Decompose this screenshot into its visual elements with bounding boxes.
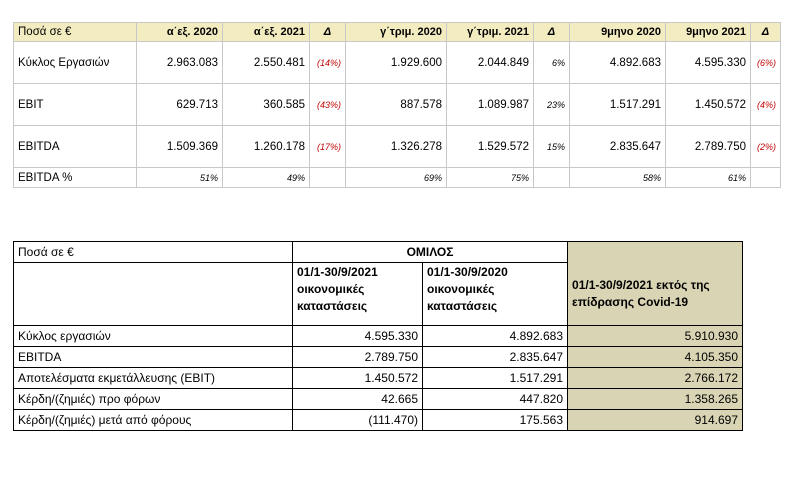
cell-value: 447.820 xyxy=(423,389,568,410)
cell-delta: 23% xyxy=(534,84,570,126)
cell-delta: (2%) xyxy=(751,126,781,168)
cell-value: 4.892.683 xyxy=(570,42,666,84)
table2-header-blank xyxy=(568,242,743,263)
cell-delta: 6% xyxy=(534,42,570,84)
row-label: Κέρδη/(ζημιές) προ φόρων xyxy=(14,389,293,410)
cell-value: 887.578 xyxy=(346,84,447,126)
table-row xyxy=(14,368,743,389)
cell-delta: (17%) xyxy=(310,126,346,168)
table-row xyxy=(14,347,743,368)
cell-value: 2.766.172 xyxy=(568,368,743,389)
cell-delta: (6%) xyxy=(751,42,781,84)
cell-value: 175.563 xyxy=(423,410,568,431)
table-row xyxy=(14,126,781,168)
cell-delta: (14%) xyxy=(310,42,346,84)
row-label: EBIT xyxy=(14,84,137,126)
cell-delta xyxy=(751,168,781,188)
table-row xyxy=(14,326,743,347)
row-label: Κύκλος Εργασιών xyxy=(14,42,137,84)
cell-value: (111.470) xyxy=(293,410,423,431)
table-row xyxy=(14,84,781,126)
cell-delta xyxy=(534,168,570,188)
table2-header-row-1 xyxy=(14,242,743,263)
table1-header-row xyxy=(14,23,781,42)
cell-value: 1.517.291 xyxy=(570,84,666,126)
table1-header-h1-2020: α΄εξ. 2020 xyxy=(137,23,223,42)
table1-header-label: Ποσά σε € xyxy=(14,23,137,42)
cell-value: 2.963.083 xyxy=(137,42,223,84)
cell-value: 69% xyxy=(346,168,447,188)
cell-value: 1.089.987 xyxy=(447,84,534,126)
table1-header-9m-2020: 9μηνο 2020 xyxy=(570,23,666,42)
cell-value: 2.835.647 xyxy=(570,126,666,168)
cell-delta xyxy=(310,168,346,188)
table1-header-delta-2: Δ xyxy=(534,23,570,42)
cell-value: 1.529.572 xyxy=(447,126,534,168)
cell-value: 61% xyxy=(666,168,751,188)
cell-value: 1.450.572 xyxy=(666,84,751,126)
cell-value: 1.517.291 xyxy=(423,368,568,389)
cell-value: 2.044.849 xyxy=(447,42,534,84)
row-label: Κύκλος εργασιών xyxy=(14,326,293,347)
cell-value: 51% xyxy=(137,168,223,188)
table2-group-header: ΟΜΙΛΟΣ xyxy=(293,242,568,263)
cell-value: 1.260.178 xyxy=(223,126,310,168)
cell-value: 1.450.572 xyxy=(293,368,423,389)
cell-value: 4.892.683 xyxy=(423,326,568,347)
row-label: Κέρδη/(ζημιές) μετά από φόρους xyxy=(14,410,293,431)
table2-col2-header: 01/1-30/9/2020 οικονομικές καταστάσεις xyxy=(423,263,568,326)
table1-header-delta-1: Δ xyxy=(310,23,346,42)
table-row xyxy=(14,410,743,431)
row-label: EBITDA xyxy=(14,347,293,368)
row-label: EBITDA % xyxy=(14,168,137,188)
table-row xyxy=(14,42,781,84)
cell-value: 49% xyxy=(223,168,310,188)
cell-value: 1.929.600 xyxy=(346,42,447,84)
table1-header-h1-2021: α΄εξ. 2021 xyxy=(223,23,310,42)
group-results-table xyxy=(13,241,743,431)
table1-header-q3-2020: γ΄τριμ. 2020 xyxy=(346,23,447,42)
cell-value: 1.326.278 xyxy=(346,126,447,168)
cell-value: 2.789.750 xyxy=(666,126,751,168)
cell-delta: (43%) xyxy=(310,84,346,126)
table2-header-empty xyxy=(14,263,293,326)
cell-value: 4.595.330 xyxy=(666,42,751,84)
cell-value: 1.509.369 xyxy=(137,126,223,168)
cell-value: 629.713 xyxy=(137,84,223,126)
cell-delta: (4%) xyxy=(751,84,781,126)
cell-value: 5.910.930 xyxy=(568,326,743,347)
cell-value: 4.595.330 xyxy=(293,326,423,347)
cell-value: 2.789.750 xyxy=(293,347,423,368)
row-label: EBITDA xyxy=(14,126,137,168)
cell-value: 914.697 xyxy=(568,410,743,431)
table1-header-9m-2021: 9μηνο 2021 xyxy=(666,23,751,42)
cell-value: 4.105.350 xyxy=(568,347,743,368)
quarterly-results-table xyxy=(13,22,781,188)
table2-col1-header: 01/1-30/9/2021 οικονομικές καταστάσεις xyxy=(293,263,423,326)
table1-header-q3-2021: γ΄τριμ. 2021 xyxy=(447,23,534,42)
table-row xyxy=(14,389,743,410)
table1-header-delta-3: Δ xyxy=(751,23,781,42)
table-row xyxy=(14,168,781,188)
row-label: Αποτελέσματα εκμετάλλευσης (EBIT) xyxy=(14,368,293,389)
cell-value: 2.835.647 xyxy=(423,347,568,368)
table2-header-label: Ποσά σε € xyxy=(14,242,293,263)
cell-value: 360.585 xyxy=(223,84,310,126)
table2-col3-header: 01/1-30/9/2021 εκτός της επίδρασης Covid-19 xyxy=(568,263,743,326)
cell-value: 58% xyxy=(570,168,666,188)
table2-header-row-2 xyxy=(14,263,743,326)
cell-value: 75% xyxy=(447,168,534,188)
cell-value: 2.550.481 xyxy=(223,42,310,84)
cell-value: 1.358.265 xyxy=(568,389,743,410)
cell-delta: 15% xyxy=(534,126,570,168)
cell-value: 42.665 xyxy=(293,389,423,410)
